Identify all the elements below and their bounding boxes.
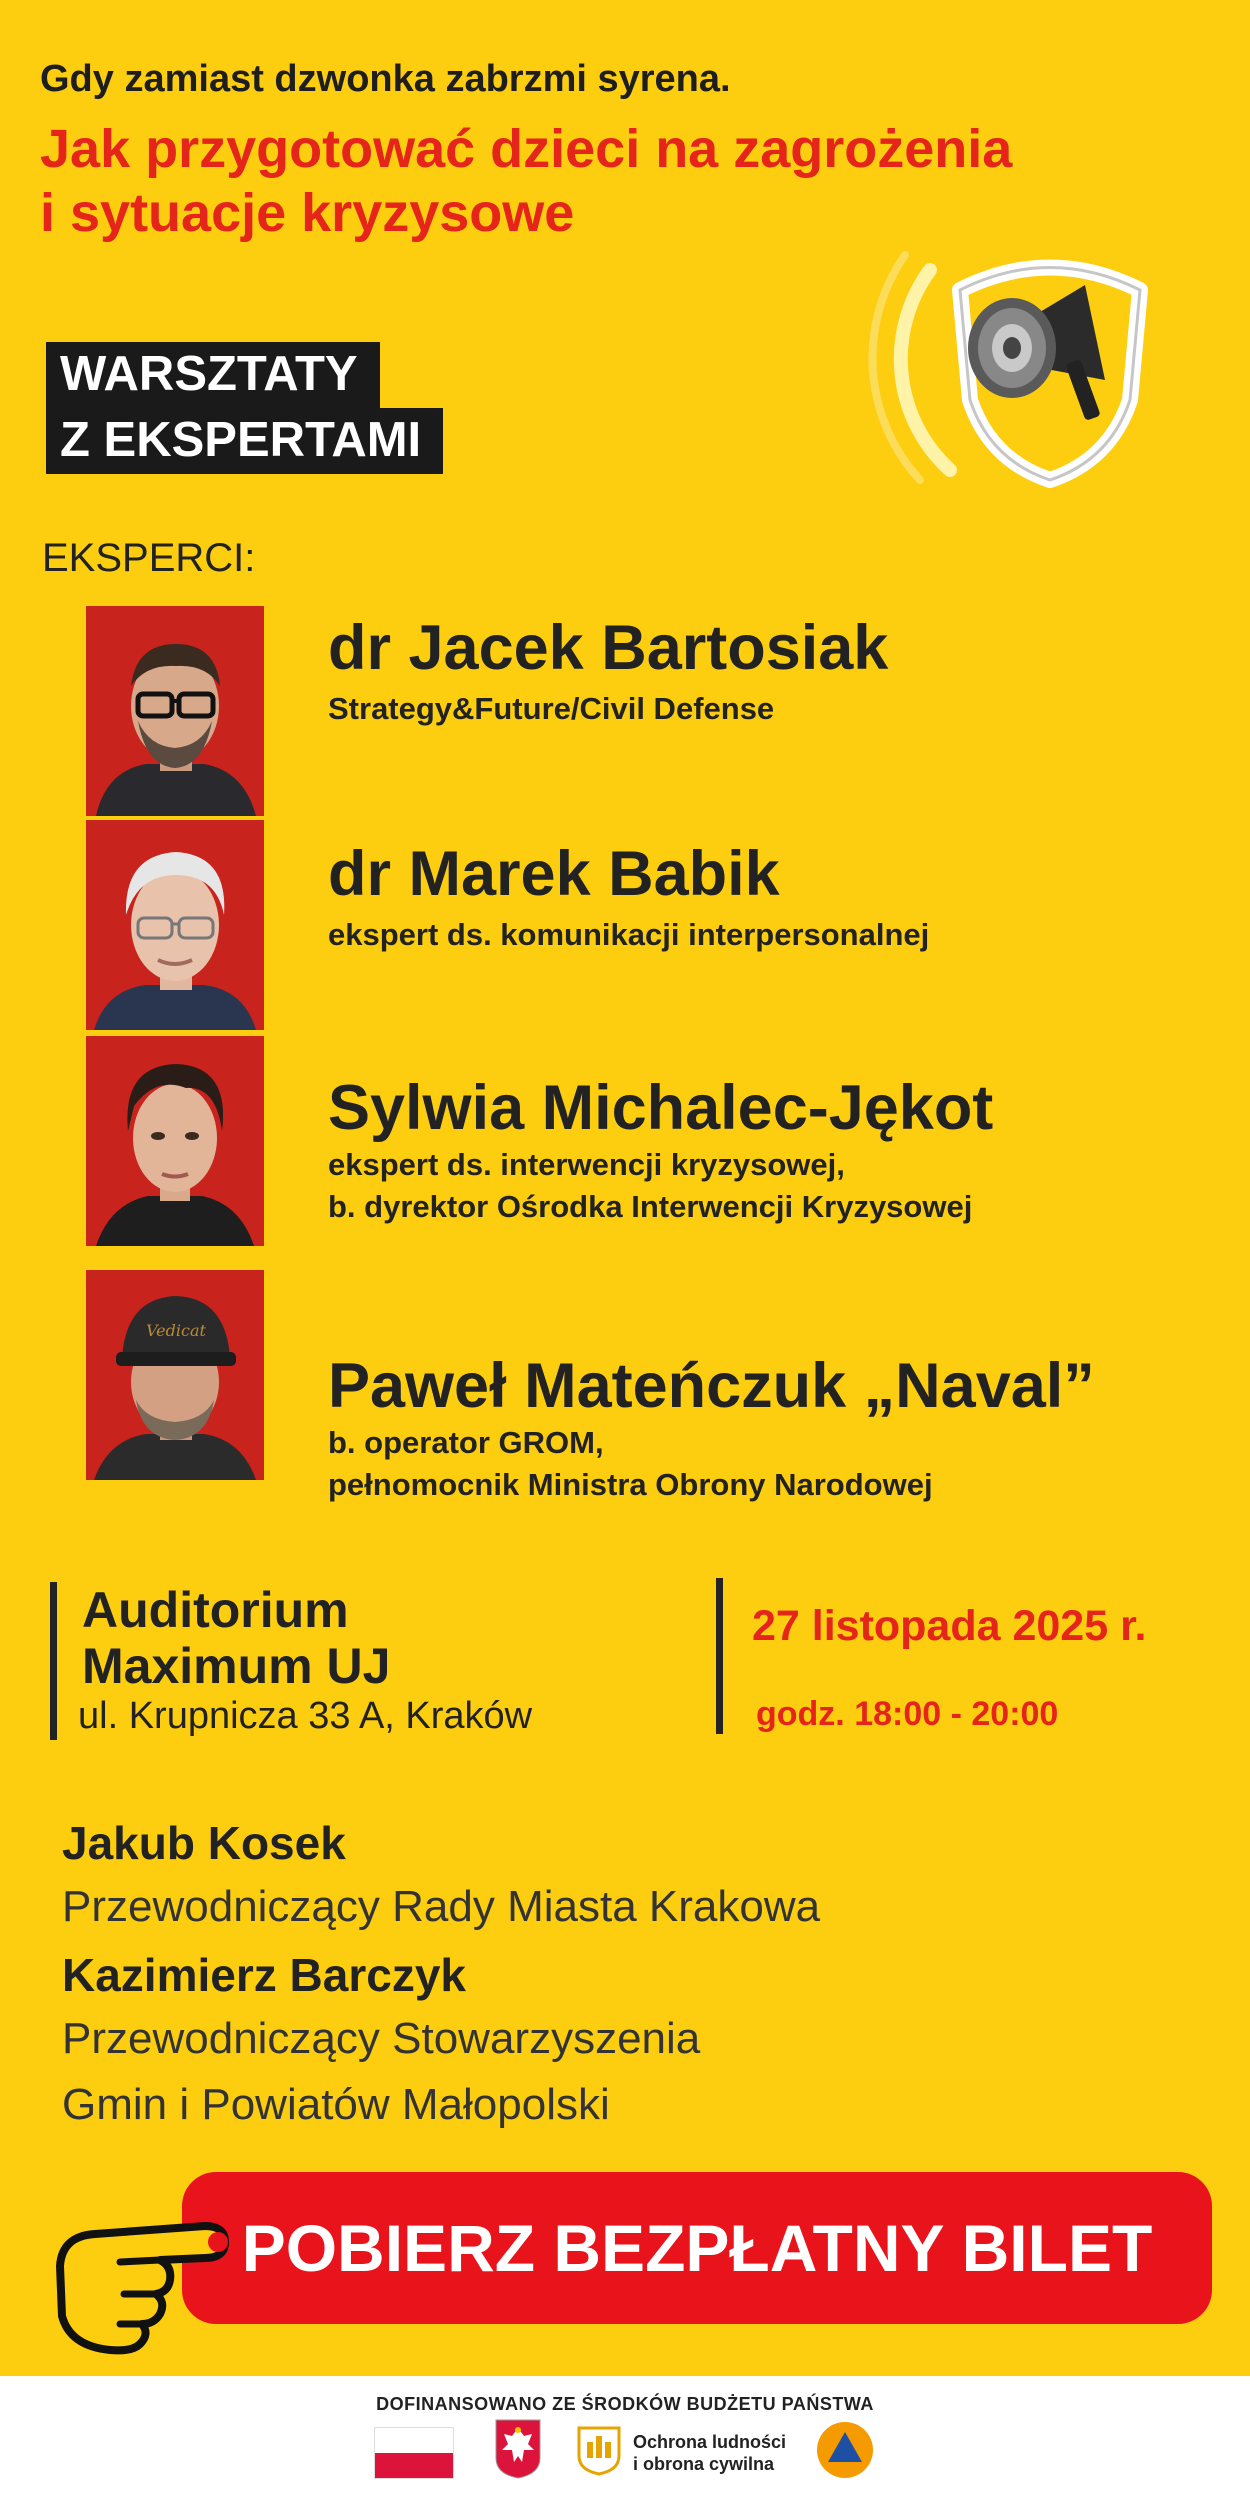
workshop-tag-line-2: Z EKSPERTAMI xyxy=(46,408,443,474)
date-divider xyxy=(716,1578,723,1734)
logo-text-line-2: i obrona cywilna xyxy=(633,2453,775,2474)
expert-desc-4 xyxy=(328,1422,933,1506)
civil-protection-logo-text xyxy=(633,2432,786,2475)
event-date: 27 listopada 2025 r. xyxy=(752,1602,1147,1650)
logo-text-line-1: Ochrona ludności xyxy=(633,2432,787,2452)
expert-desc-3 xyxy=(328,1144,972,1228)
venue-divider xyxy=(50,1582,57,1740)
event-subtitle: Gdy zamiast dzwonka zabrzmi syrena. xyxy=(40,58,731,100)
expert-name-2: dr Marek Babik xyxy=(328,839,780,909)
expert-desc-3-line-1: ekspert ds. interwencji kryzysowej, xyxy=(328,1147,845,1182)
host-role-2-line-2: Gmin i Powiatów Małopolski xyxy=(62,2080,610,2129)
expert-desc-2: ekspert ds. komunikacji interpersonalnej xyxy=(328,917,930,952)
download-ticket-button[interactable] xyxy=(182,2172,1212,2324)
host-name-2: Kazimierz Barczyk xyxy=(62,1949,466,2001)
expert-desc-1: Strategy&Future/Civil Defense xyxy=(328,691,775,726)
workshop-tag-line-1: WARSZTATY xyxy=(46,342,380,408)
event-time: godz. 18:00 - 20:00 xyxy=(756,1695,1059,1733)
venue-line-1: Auditorium xyxy=(82,1582,349,1638)
host-name-1: Jakub Kosek xyxy=(62,1817,346,1869)
download-ticket-label: POBIERZ BEZPŁATNY BILET xyxy=(241,2211,1153,2285)
pointing-hand-icon xyxy=(40,2196,230,2361)
host-role-2-line-1: Przewodniczący Stowarzyszenia xyxy=(62,2014,701,2063)
svg-text:Vedicat: Vedicat xyxy=(146,1321,206,1340)
venue-address: ul. Krupnicza 33 A, Kraków xyxy=(78,1695,533,1737)
title-line-1: Jak przygotować dzieci na zagrożenia xyxy=(40,119,1013,179)
event-title xyxy=(40,118,1012,245)
civil-protection-logo-icon xyxy=(573,2422,625,2481)
venue-line-2: Maximum UJ xyxy=(82,1638,391,1694)
experts-label: EKSPERCI: xyxy=(42,536,256,580)
host-role-1: Przewodniczący Rady Miasta Krakowa xyxy=(62,1882,821,1931)
expert-desc-3-line-2: b. dyrektor Ośrodka Interwencji Kryzysowej xyxy=(328,1188,973,1224)
white-eagle-emblem-icon xyxy=(494,2418,542,2485)
expert-photo-4 xyxy=(86,1270,264,1480)
expert-name-1: dr Jacek Bartosiak xyxy=(328,613,889,683)
expert-name-3: Sylwia Michalec-Jękot xyxy=(328,1073,994,1143)
expert-photo-3 xyxy=(86,1036,264,1246)
funding-text: DOFINANSOWANO ZE ŚRODKÓW BUDŻETU PAŃSTWA xyxy=(376,2394,874,2414)
civil-defense-triangle-icon xyxy=(815,2420,875,2485)
expert-photo-1 xyxy=(86,606,264,816)
megaphone-shield-icon xyxy=(860,230,1160,495)
title-line-2: i sytuacje kryzysowe xyxy=(40,182,575,243)
expert-desc-4-line-1: b. operator GROM, xyxy=(328,1425,604,1460)
expert-photo-2 xyxy=(86,820,264,1030)
expert-name-4: Paweł Mateńczuk „Naval” xyxy=(328,1351,1095,1421)
expert-desc-4-line-2: pełnomocnik Ministra Obrony Narodowej xyxy=(328,1466,933,1502)
poland-flag-icon xyxy=(374,2427,454,2479)
venue-name xyxy=(82,1582,390,1694)
